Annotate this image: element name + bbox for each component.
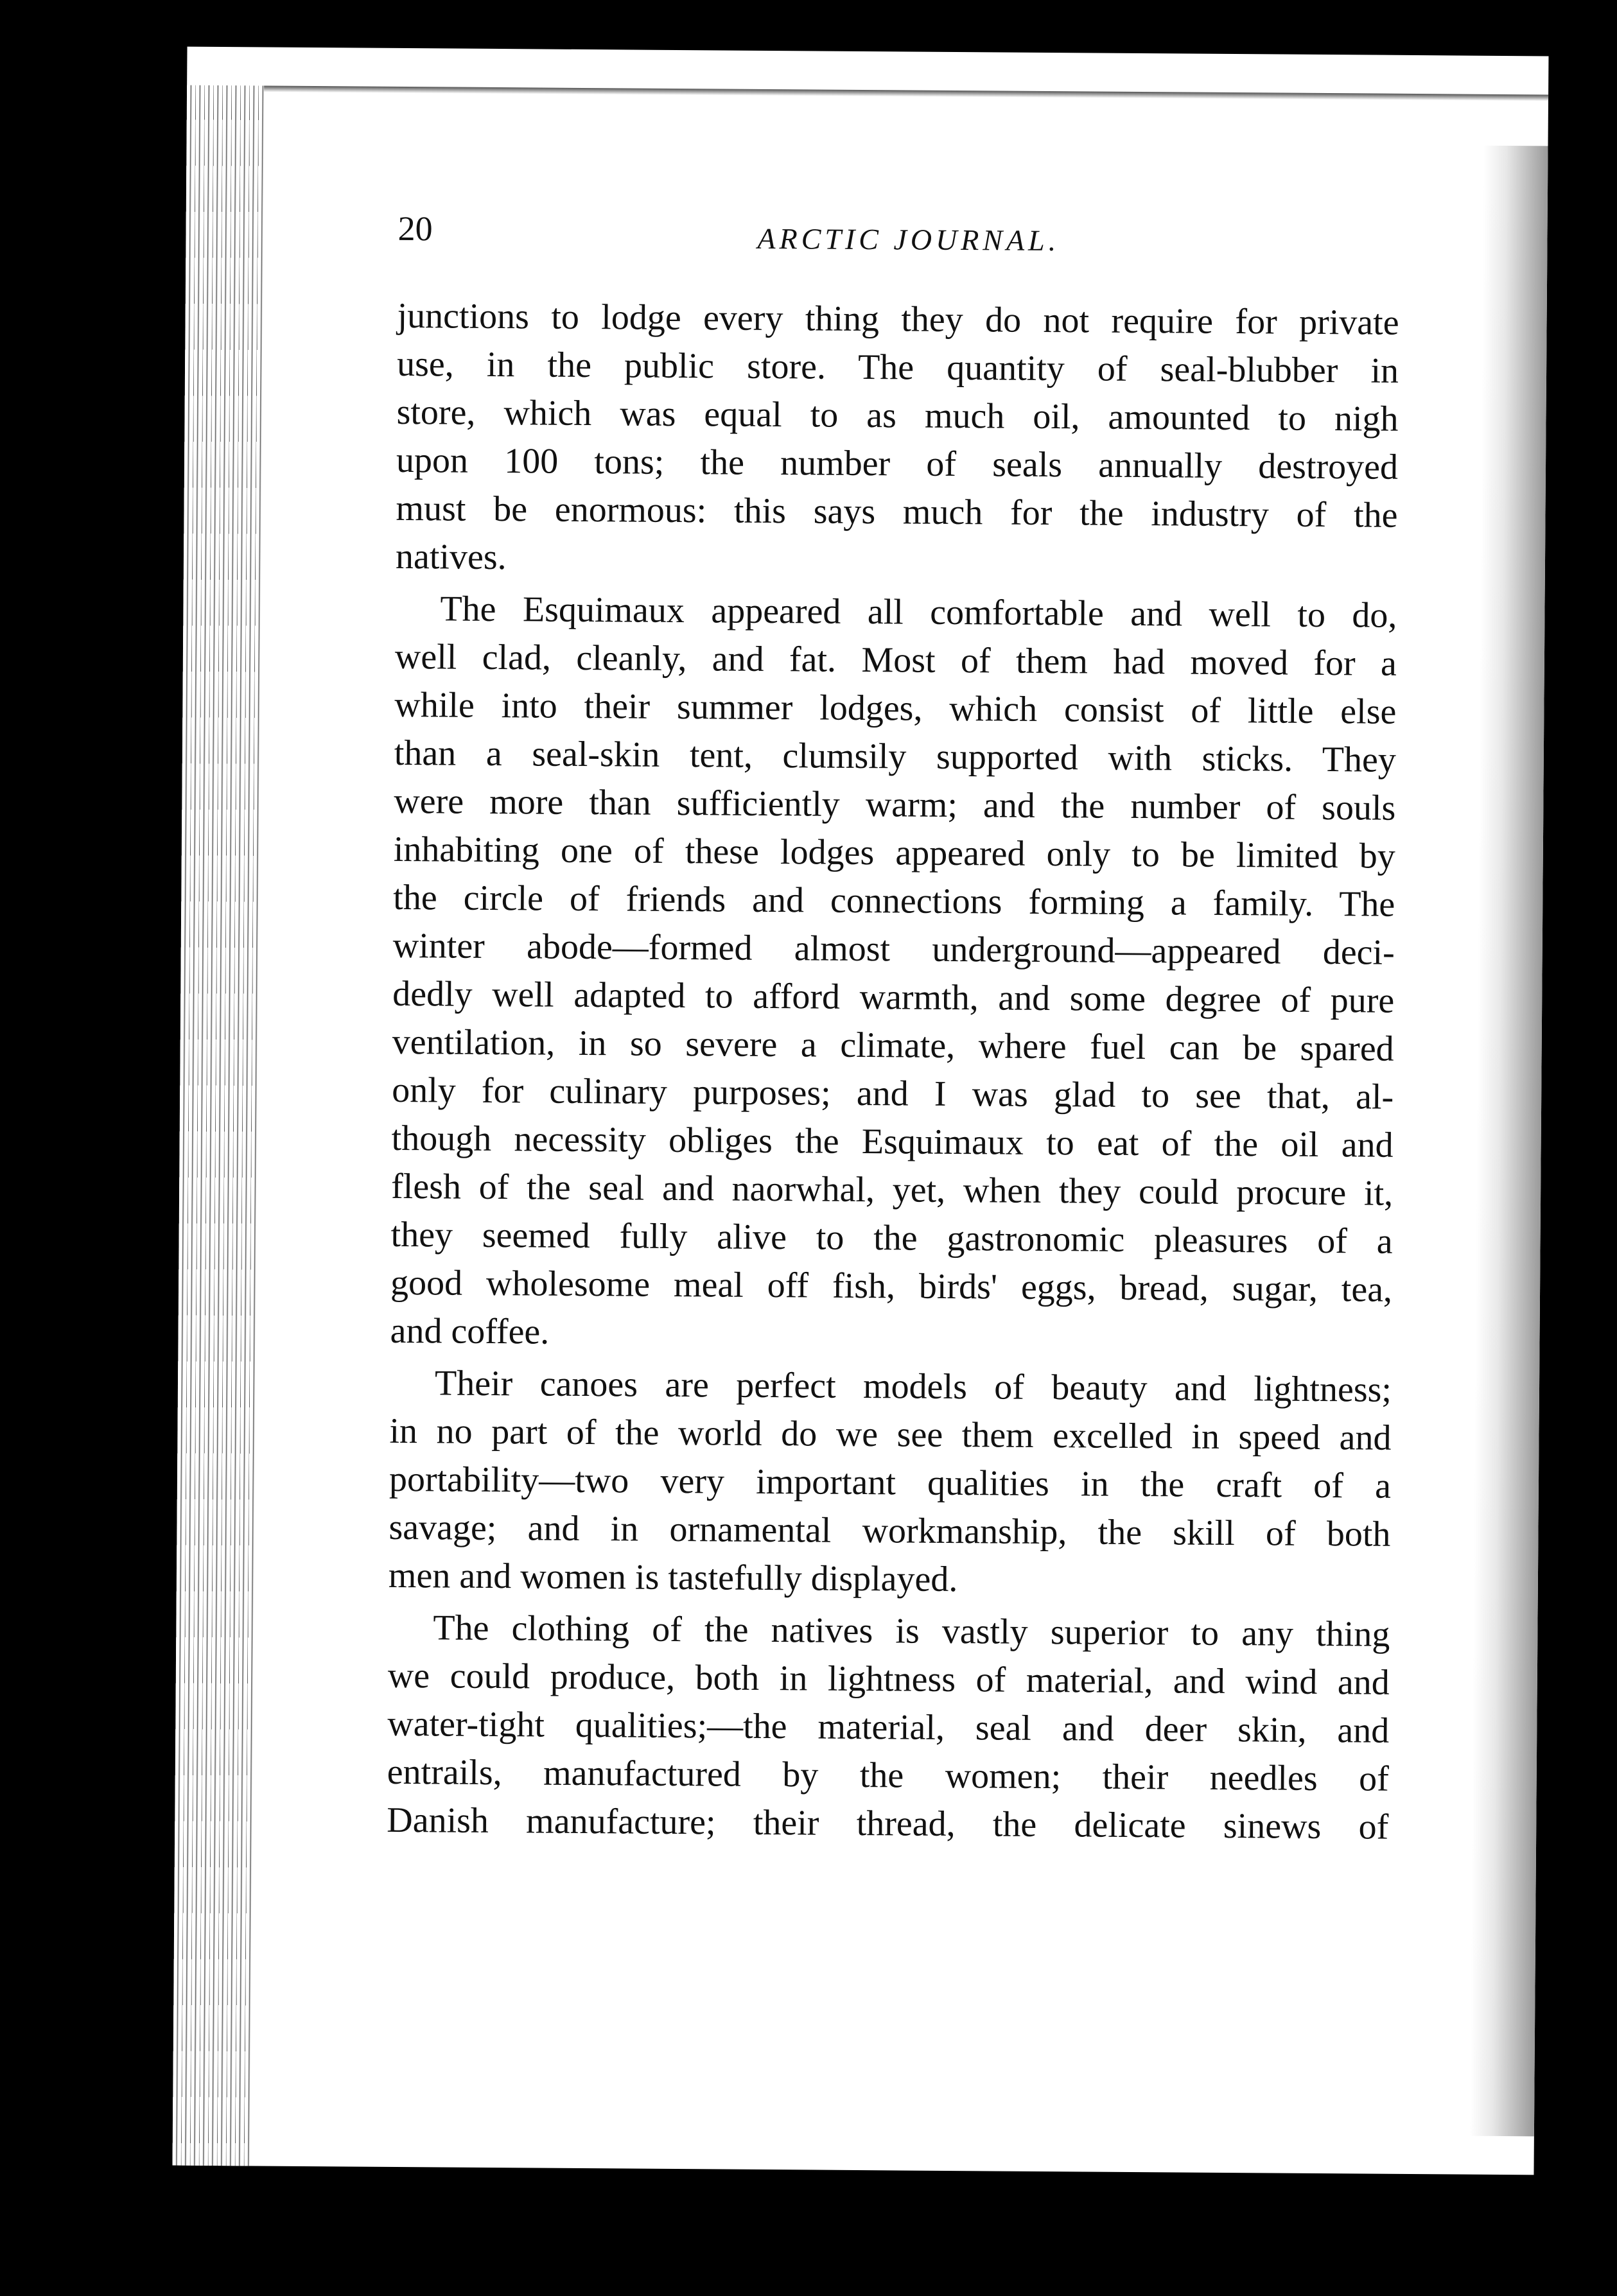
page-number: 20 bbox=[398, 209, 433, 248]
text-line: and coffee. bbox=[390, 1310, 550, 1352]
book-page bbox=[173, 47, 1549, 2175]
page-top-edge bbox=[264, 85, 1548, 101]
text-line: while into their summer lodges, which consist of little else bbox=[394, 684, 1397, 732]
paragraph-4 bbox=[387, 1604, 1390, 1852]
page-content bbox=[387, 209, 1400, 1852]
text-line: The clothing of the natives is vastly superior to any thing bbox=[433, 1608, 1390, 1655]
text-line: store, which was equal to as much oil, amounted to nigh bbox=[396, 392, 1399, 439]
paragraph-3 bbox=[389, 1359, 1392, 1607]
text-line: The Esquimaux appeared all comfortable and well to do, bbox=[440, 589, 1397, 636]
text-line: inhabiting one of these lodges appeared only to be limited by bbox=[393, 829, 1396, 876]
text-line: use, in the public store. The quantity of seal-blubber in bbox=[396, 344, 1399, 391]
text-line: winter abode—formed almost underground—appeared deci- bbox=[392, 925, 1395, 973]
text-line: in no part of the world do we see them excelled in speed and bbox=[389, 1411, 1392, 1458]
text-line: though necessity obliges the Esquimaux to eat of the oil and bbox=[391, 1118, 1394, 1165]
running-title: ARCTIC JOURNAL. bbox=[757, 222, 1060, 257]
text-line: junctions to lodge every thing they do not require for private bbox=[397, 295, 1399, 343]
page-edges bbox=[173, 85, 265, 2166]
running-head bbox=[398, 209, 1400, 299]
text-line: Danish manufacture; their thread, the delicate sinews of bbox=[387, 1800, 1389, 1847]
text-line: savage; and in ornamental workmanship, the skill of both bbox=[389, 1507, 1391, 1554]
text-line: well clad, cleanly, and fat. Most of them had moved for a bbox=[394, 636, 1397, 684]
text-line: ventilation, in so severe a climate, where fuel can be spared bbox=[392, 1022, 1394, 1069]
text-line: portability—two very important qualities in the craft of a bbox=[389, 1459, 1392, 1506]
text-line: entrails, manufactured by the women; their needles of bbox=[387, 1752, 1389, 1799]
text-line: water-tight qualities;—the material, seal and deer skin, and bbox=[387, 1703, 1390, 1751]
text-line: good wholesome meal off fish, birds' eggs, bread, sugar, tea, bbox=[390, 1262, 1393, 1310]
text-line: flesh of the seal and naorwhal, yet, when they could procure it, bbox=[390, 1166, 1394, 1213]
text-line: than a seal-skin tent, clumsily supported with sticks. They bbox=[394, 733, 1397, 780]
text-line: natives. bbox=[395, 536, 507, 578]
text-line: Their canoes are perfect models of beauty and lightness; bbox=[434, 1363, 1392, 1410]
paragraph-2 bbox=[390, 585, 1397, 1362]
text-line: men and women is tastefully displayed. bbox=[388, 1555, 958, 1600]
binding-shadow bbox=[1470, 146, 1548, 2137]
text-line: were more than sufficiently warm; and the number of souls bbox=[394, 781, 1396, 828]
text-line: only for culinary purposes; and I was glad to see that, al- bbox=[391, 1070, 1394, 1117]
text-line: we could produce, both in lightness of material, and wind and bbox=[387, 1655, 1390, 1703]
text-line: must be enormous: this says much for the industry of the bbox=[396, 488, 1398, 535]
paragraph-1 bbox=[396, 292, 1399, 588]
text-line: they seemed fully alive to the gastronomic pleasures of a bbox=[390, 1214, 1393, 1262]
text-line: the circle of friends and connections forming a family. The bbox=[393, 877, 1395, 925]
text-line: upon 100 tons; the number of seals annually destroyed bbox=[396, 440, 1399, 487]
text-line: dedly well adapted to afford warmth, and some degree of pure bbox=[392, 973, 1395, 1021]
